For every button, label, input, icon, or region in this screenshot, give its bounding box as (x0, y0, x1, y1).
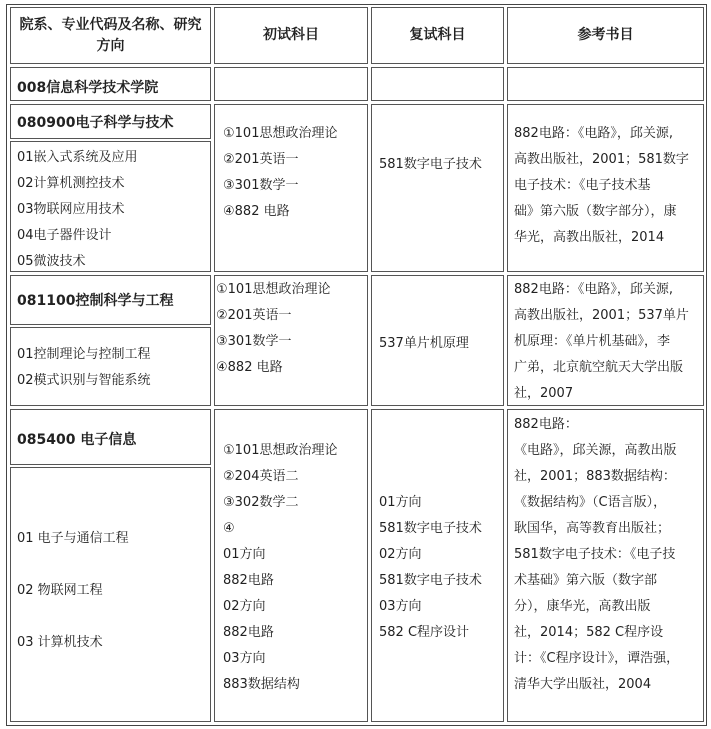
retest-cell (371, 275, 504, 406)
header-initial-exam-label: 初试科目 (263, 27, 319, 43)
exam-subject: 01方向 (223, 547, 266, 562)
header-col-references (507, 7, 704, 64)
exam-subject: ①101思想政治理论 (223, 443, 338, 458)
header-references-label: 参考书目 (577, 27, 634, 43)
exam-subject: ③301数学一 (223, 178, 299, 193)
exam-subject: 882电路 (223, 625, 274, 640)
reference-line: 581数字电子技术：《电子技 (514, 547, 676, 562)
direction-item: 01嵌入式系统及应用 (17, 150, 138, 165)
direction-item: 04电子器件设计 (17, 228, 112, 243)
reference-line: 计：《C程序设计》，谭浩强， (514, 651, 680, 666)
direction-item: 03 计算机技术 (17, 635, 103, 650)
initial-exam-cell (214, 104, 368, 272)
major-directions-cell (10, 141, 211, 272)
major-title: 081100控制科学与工程 (17, 293, 174, 309)
exam-subject: ①101思想政治理论 (216, 282, 331, 297)
initial-exam-cell (214, 275, 368, 406)
retest-subject: 581数字电子技术 (379, 521, 482, 536)
major-title-cell (10, 104, 211, 139)
exam-subject: ③302数学二 (223, 495, 299, 510)
references-cell (507, 104, 704, 272)
references-cell (507, 409, 704, 722)
reference-line: 华光，高教出版社，2014 (514, 230, 665, 245)
reference-line: 社，2001；883数据结构： (514, 469, 676, 484)
header-department-label: 院系、专业代码及名称、研究方向 (19, 16, 202, 54)
exam-subject: 882电路 (223, 573, 274, 588)
major-title: 085400 电子信息 (17, 432, 137, 448)
retest-cell (371, 104, 504, 272)
syllabus-table (6, 4, 707, 726)
major-title-cell (10, 275, 211, 325)
retest-subject: 01方向 (379, 495, 422, 510)
major-title: 080900电子科学与技术 (17, 115, 174, 131)
direction-item: 02计算机测控技术 (17, 176, 125, 191)
references-cell (507, 275, 704, 406)
college-empty-cell-4 (507, 67, 704, 101)
retest-subject: 581数字电子技术 (379, 573, 482, 588)
reference-line: 882电路： (514, 417, 578, 432)
header-col-retest (371, 7, 504, 64)
major-directions-cell (10, 327, 211, 406)
college-empty-cell-2 (214, 67, 368, 101)
reference-line: 础》第六版（数字部分），康 (514, 204, 677, 219)
retest-subject: 582 C程序设计 (379, 625, 470, 640)
exam-subject: ②204英语二 (223, 469, 299, 484)
reference-line: 882电路：《电路》，邱关源, (514, 282, 673, 297)
reference-line: 机原理：《单片机基础》，李 (514, 334, 671, 349)
retest-subject: 03方向 (379, 599, 422, 614)
reference-line: 广弟，北京航空航天大学出版 (514, 360, 684, 375)
direction-item: 01 电子与通信工程 (17, 531, 129, 546)
reference-line: 高教出版社，2001；537单片 (514, 308, 689, 323)
header-col-department (10, 7, 211, 64)
exam-subject: ④882 电路 (216, 360, 283, 375)
college-empty-cell-3 (371, 67, 504, 101)
reference-line: 高教出版社，2001；581数字 (514, 152, 689, 167)
exam-subject: ④882 电路 (223, 204, 290, 219)
initial-exam-cell (214, 409, 368, 722)
reference-line: 社，2014；582 C程序设 (514, 625, 664, 640)
college-name-cell (10, 67, 211, 101)
exam-subject: ①101思想政治理论 (223, 126, 338, 141)
retest-subject: 537单片机原理 (379, 336, 469, 351)
college-name: 008信息科学技术学院 (17, 80, 159, 96)
reference-line: 社，2007 (514, 386, 574, 401)
header-col-initial-exam (214, 7, 368, 64)
major-directions-cell (10, 467, 211, 722)
exam-subject: ②201英语一 (216, 308, 292, 323)
reference-line: 《电路》，邱关源，高教出版 (514, 443, 677, 458)
exam-subject: ③301数学一 (216, 334, 292, 349)
reference-line: 882电路：《电路》，邱关源, (514, 126, 673, 141)
header-retest-label: 复试科目 (409, 27, 466, 43)
exam-subject: ④ (223, 521, 235, 536)
direction-item: 05微波技术 (17, 254, 86, 269)
major-title-cell (10, 409, 211, 465)
reference-line: 术基础》第六版（数字部 (514, 573, 658, 588)
reference-line: 清华大学出版社，2004 (514, 677, 652, 692)
direction-item: 03物联网应用技术 (17, 202, 125, 217)
reference-line: 电子技术：《电子技术基 (514, 178, 651, 193)
retest-subject: 02方向 (379, 547, 422, 562)
direction-item: 02 物联网工程 (17, 583, 103, 598)
exam-subject: 03方向 (223, 651, 266, 666)
direction-item: 02模式识别与智能系统 (17, 373, 151, 388)
direction-item: 01控制理论与控制工程 (17, 347, 151, 362)
reference-line: 分），康华光，高教出版 (514, 599, 651, 614)
exam-subject: 883数据结构 (223, 677, 300, 692)
retest-subject: 581数字电子技术 (379, 157, 482, 172)
reference-line: 《数据结构》（C语言版）， (514, 495, 667, 510)
reference-line: 耿国华，高等教育出版社； (514, 521, 671, 536)
exam-subject: 02方向 (223, 599, 266, 614)
retest-cell (371, 409, 504, 722)
exam-subject: ②201英语一 (223, 152, 299, 167)
